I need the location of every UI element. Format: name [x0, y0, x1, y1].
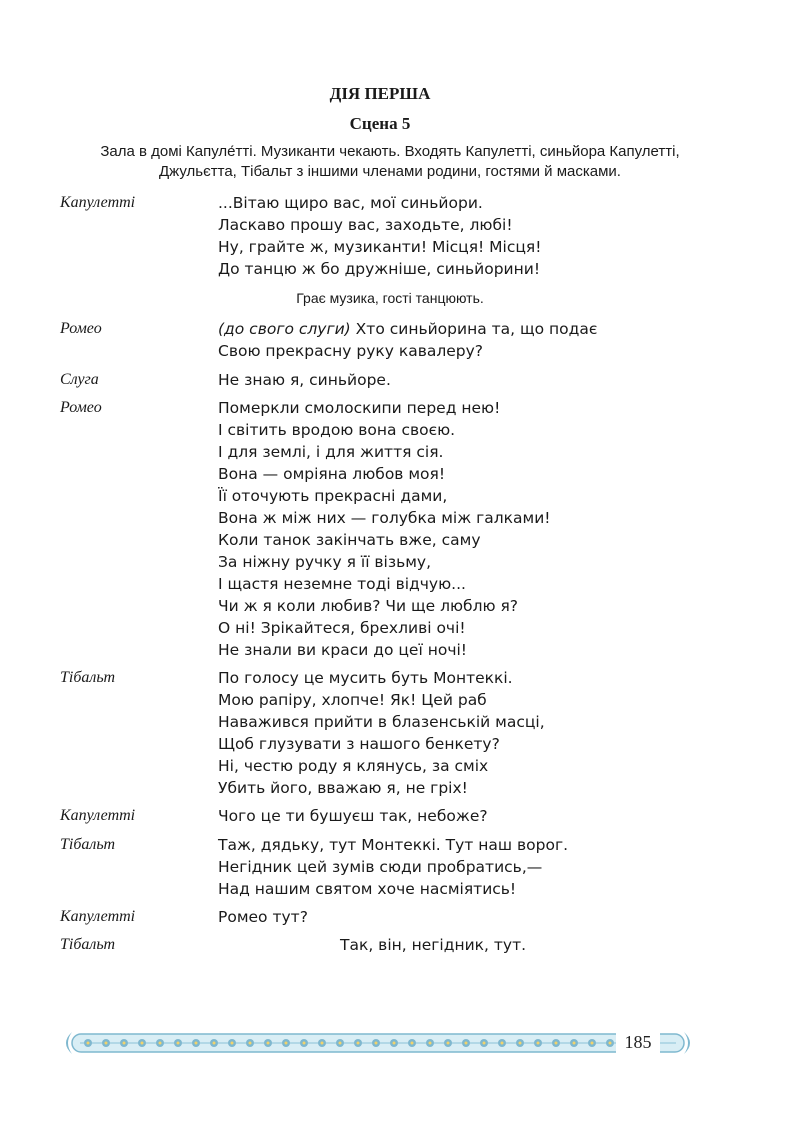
flower-center: [519, 1042, 522, 1045]
verse-line: Ну, грайте ж, музиканти! Місця! Місця!: [218, 238, 542, 256]
speaker-name: Капулетті: [60, 194, 136, 211]
verse-line: До танцю ж бо дружніше, синьйорини!: [218, 260, 541, 278]
verse-line: Чи ж я коли любив? Чи ще люблю я?: [218, 597, 519, 615]
flower-center: [249, 1042, 252, 1045]
flower-center: [285, 1042, 288, 1045]
verse-line: Так, він, негідник, тут.: [340, 936, 527, 954]
flower-center: [501, 1042, 504, 1045]
flower-center: [123, 1042, 126, 1045]
flower-center: [555, 1042, 558, 1045]
verse-line: Коли танок закінчать вже, саму: [218, 531, 481, 549]
stage-direction: Зала в домі Капуле́тті. Музиканти чекають. Входять Капулетті, синьйора Капулетті, Джульєтта, Тібальт з іншими членами родини, гостями й масками.: [100, 143, 680, 180]
verse-line: Чого це ти бушуєш так, небоже?: [218, 807, 488, 825]
verse-line: Таж, дядьку, тут Монтеккі. Тут наш ворог.: [218, 836, 569, 854]
flower-center: [375, 1042, 378, 1045]
verse-line: За ніжну ручку я її візьму,: [218, 553, 432, 571]
flower-center: [393, 1042, 396, 1045]
flower-center: [213, 1042, 216, 1045]
speaker-name: Тібальт: [60, 836, 115, 853]
speaker-name: Капулетті: [60, 807, 136, 824]
verse-line: Наважився прийти в блазенській масці,: [218, 713, 545, 731]
flower-center: [465, 1042, 468, 1045]
verse-line: Убить його, вважаю я, не гріх!: [218, 779, 468, 797]
music-direction: Грає музика, гості танцюють.: [296, 290, 484, 306]
verse-line: ...Вітаю щиро вас, мої синьйори.: [218, 194, 483, 212]
flower-center: [609, 1042, 612, 1045]
verse-text: Хто синьйорина та, що подає: [355, 320, 598, 338]
flower-center: [357, 1042, 360, 1045]
verse-line: Вона ж між них — голубка між галками!: [218, 509, 551, 527]
flower-center: [231, 1042, 234, 1045]
verse-line: О ні! Зрікайтеся, брехливі очі!: [218, 619, 466, 637]
act-title: ДІЯ ПЕРША: [329, 84, 431, 103]
verse-line: Вона — омріяна любов моя!: [218, 465, 446, 483]
floral-border-ornament: [58, 1020, 698, 1066]
verse-line: Мою рапіру, хлопче! Як! Цей раб: [218, 691, 487, 709]
verse-line: [218, 318, 738, 340]
verse-line: І для землі, і для життя сія.: [218, 443, 444, 461]
flower-center: [537, 1042, 540, 1045]
verse-line: Ні, честю роду я клянусь, за сміх: [218, 757, 489, 775]
speaker-name: Ромео: [60, 399, 102, 416]
speaker-name: Слуга: [60, 371, 99, 388]
speaker-name: Капулетті: [60, 908, 136, 925]
page-number: 185: [616, 1028, 660, 1056]
flower-center: [177, 1042, 180, 1045]
flower-center: [447, 1042, 450, 1045]
verse-line: Негідник цей зумів сюди пробратись,—: [218, 858, 543, 876]
verse-line: Її оточують прекрасні дами,: [218, 487, 448, 505]
speaker-name: Тібальт: [60, 936, 115, 953]
flower-center: [159, 1042, 162, 1045]
flower-center: [267, 1042, 270, 1045]
scene-title: Сцена 5: [349, 114, 411, 133]
right-curl: [684, 1032, 690, 1054]
flower-center: [483, 1042, 486, 1045]
flower-center: [141, 1042, 144, 1045]
verse-line: Свою прекрасну руку кавалеру?: [218, 342, 484, 360]
verse-line: Не знали ви краси до цеї ночі!: [218, 641, 467, 659]
left-curl: [66, 1032, 72, 1054]
verse-line: І щастя неземне тоді відчую...: [218, 575, 466, 593]
flower-center: [303, 1042, 306, 1045]
flower-center: [573, 1042, 576, 1045]
verse-line: По голосу це мусить буть Монтеккі.: [218, 669, 513, 687]
flower-center: [411, 1042, 414, 1045]
aside-direction: (до свого слуги): [218, 320, 351, 338]
speaker-name: Ромео: [60, 320, 102, 337]
flower-center: [339, 1042, 342, 1045]
verse-line: І світить вродою вона своєю.: [218, 421, 456, 439]
flower-center: [429, 1042, 432, 1045]
speaker-name: Тібальт: [60, 669, 115, 686]
flower-center: [105, 1042, 108, 1045]
verse-line: Щоб глузувати з нашого бенкету?: [218, 735, 500, 753]
flower-center: [195, 1042, 198, 1045]
verse-line: Померкли смолоскипи перед нею!: [218, 399, 501, 417]
flower-center: [591, 1042, 594, 1045]
flower-center: [87, 1042, 90, 1045]
verse-line: Ласкаво прошу вас, заходьте, любі!: [218, 216, 513, 234]
verse-line: Не знаю я, синьйоре.: [218, 371, 391, 389]
flower-center: [321, 1042, 324, 1045]
verse-line: Над нашим святом хоче насміятись!: [218, 880, 517, 898]
verse-line: Ромео тут?: [218, 908, 308, 926]
